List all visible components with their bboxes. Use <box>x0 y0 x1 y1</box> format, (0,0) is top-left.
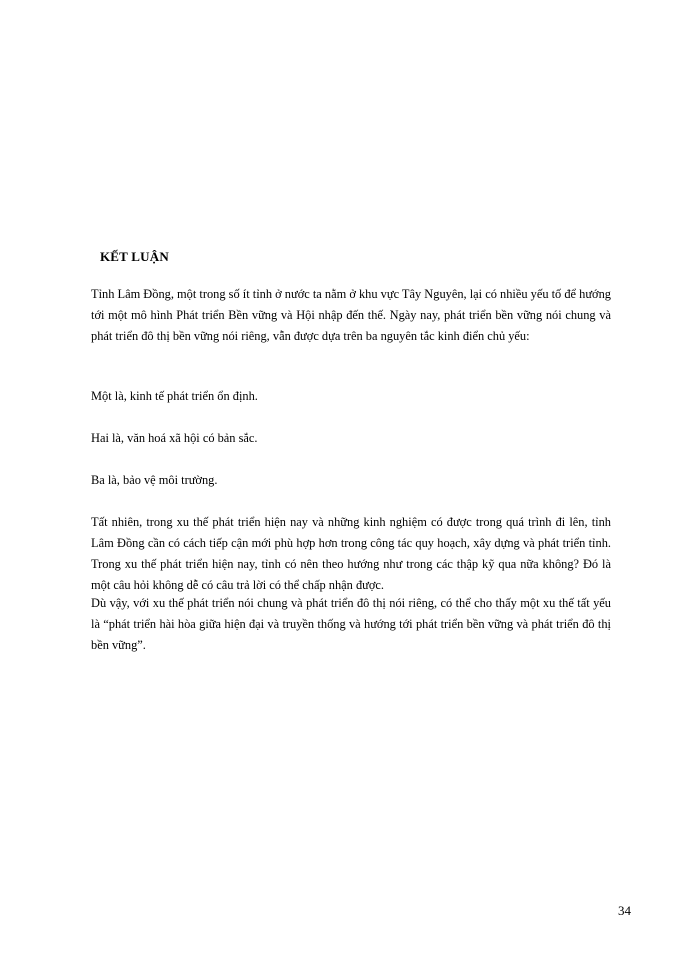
paragraph-principle-1: Một là, kinh tế phát triển ổn định. <box>91 389 258 403</box>
paragraph-principle-3: Ba là, bảo vệ môi trường. <box>91 473 218 487</box>
page-number: 34 <box>618 903 631 918</box>
paragraph-intro: Tỉnh Lâm Đồng, một trong số ít tỉnh ở nước ta nằm ở khu vực Tây Nguyên, lại có nhiều yếu tố để hướng tới một mô hình Phát triển Bền vững và Hội nhập đến thế. Ngày nay, phát triển bền vững nói chung và phát triển đô thị bền vững nói riêng, vẫn được dựa trên ba nguyên tắc kinh điển chủ yếu: <box>91 287 611 343</box>
section-heading: KẾT LUẬN <box>100 249 169 264</box>
paragraph-discussion: Tất nhiên, trong xu thế phát triển hiện nay và những kinh nghiệm có được trong quá trình đi lên, tỉnh Lâm Đồng cần có cách tiếp cận mới phù hợp hơn trong công tác quy hoạch, xây dựng và phát triển tỉnh. Trong xu thế phát triển hiện nay, tỉnh có nên theo hướng như trong các thập kỹ qua nữa không? Đó là một câu hỏi không dễ có câu trả lời có thể chấp nhận được. <box>91 515 611 592</box>
paragraph-conclusion: Dù vậy, với xu thế phát triển nói chung và phát triển đô thị nói riêng, có thể cho thấy một xu thế tất yếu là “phát triển hài hòa giữa hiện đại và truyền thống và hướng tới phát triển bền vững và phát triển đô thị bền vững”. <box>91 596 611 652</box>
paragraph-principle-2: Hai là, văn hoá xã hội có bản sắc. <box>91 431 258 445</box>
